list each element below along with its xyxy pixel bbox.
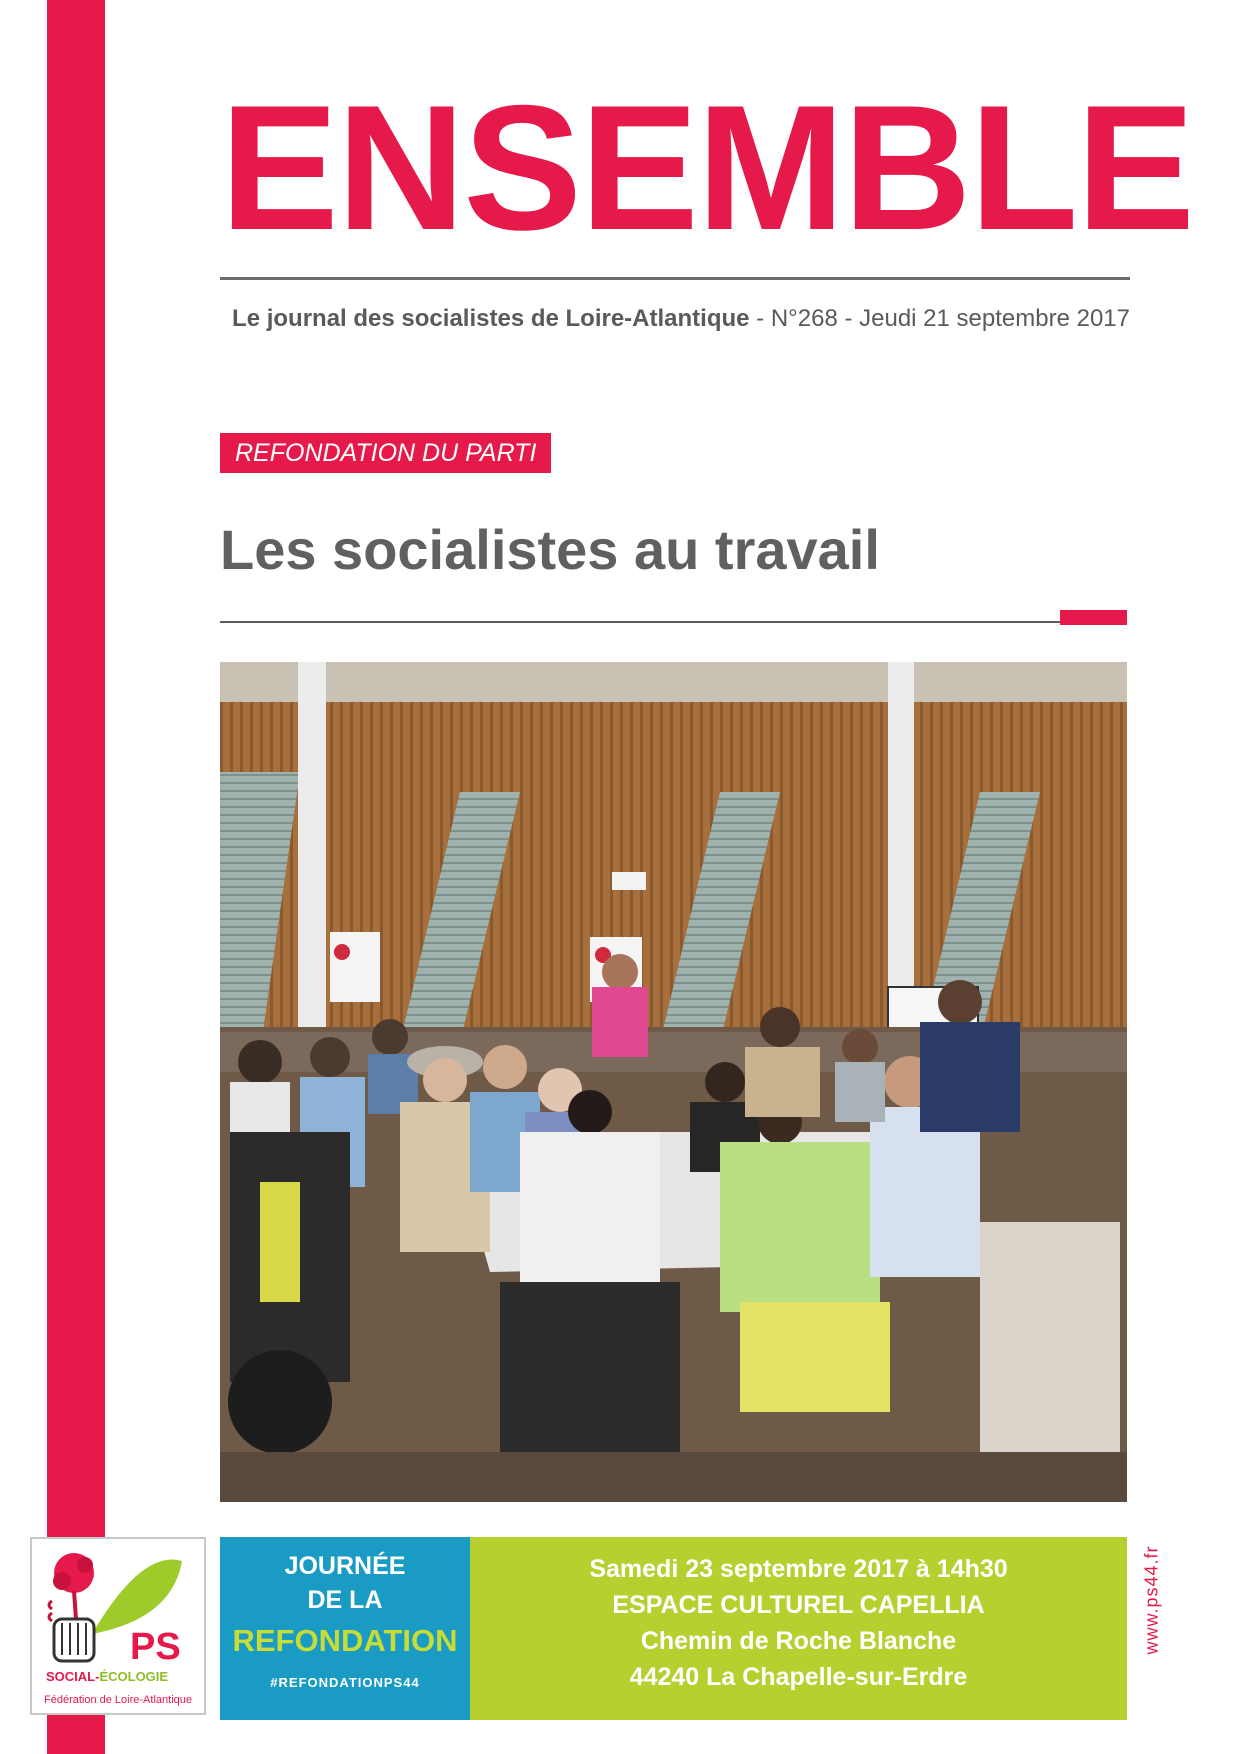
article-headline: Les socialistes au travail — [220, 518, 880, 581]
event-title-line3: REFONDATION — [232, 1623, 458, 1658]
social-ecologie-label — [46, 1669, 168, 1684]
ps-logo — [30, 1537, 206, 1715]
event-title-line2: DE LA — [307, 1586, 383, 1614]
event-hashtag: #REFONDATIONPS44 — [270, 1675, 420, 1690]
event-title-block — [220, 1537, 470, 1720]
event-venue: ESPACE CULTUREL CAPELLIA — [612, 1591, 985, 1619]
ecologie-text: ÉCOLOGIE — [99, 1669, 169, 1684]
federation-label: Fédération de Loire-Atlantique — [44, 1694, 192, 1706]
issue-info: - N°268 - Jeudi 21 septembre 2017 — [756, 305, 1130, 332]
website-url-container — [1132, 1505, 1172, 1695]
event-details-block — [470, 1537, 1127, 1720]
event-title-line1: JOURNÉE — [284, 1552, 406, 1580]
left-accent-bar — [47, 0, 105, 1754]
ps-letters: PS — [130, 1626, 181, 1668]
rose-fist-icon — [32, 1539, 208, 1669]
masthead-divider — [220, 277, 1130, 280]
meeting-photo — [220, 662, 1127, 1502]
journal-name: Le journal des socialistes de Loire-Atlantique — [232, 305, 750, 332]
headline-divider-accent — [1060, 610, 1127, 625]
section-rubric: REFONDATION DU PARTI — [220, 433, 551, 473]
headline-divider — [220, 621, 1060, 623]
event-date: Samedi 23 septembre 2017 à 14h30 — [589, 1555, 1008, 1583]
event-city: 44240 La Chapelle-sur-Erdre — [629, 1663, 968, 1691]
event-street: Chemin de Roche Blanche — [640, 1627, 957, 1655]
website-url[interactable]: www.ps44.fr — [1141, 1545, 1162, 1655]
masthead-subline — [220, 302, 1130, 336]
masthead-title: ENSEMBLE — [220, 68, 1193, 267]
social-text: SOCIAL- — [46, 1669, 100, 1684]
